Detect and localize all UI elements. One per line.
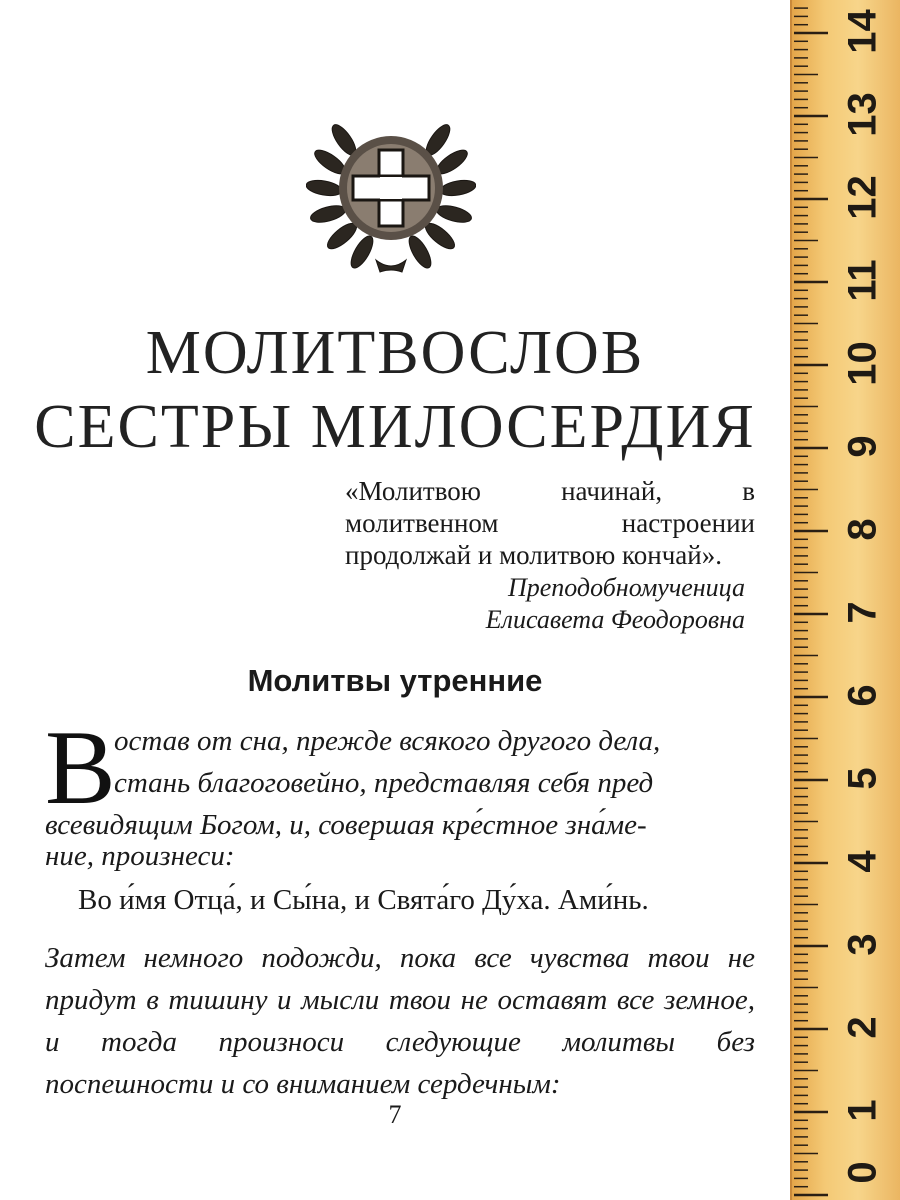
ruler-number: 1 (840, 1099, 885, 1122)
book-title-line-2: СЕСТРЫ МИЛОСЕРДИЯ (34, 393, 756, 461)
intro-line-3: всевидящим Богом, и, совершая кре́стное зна́ме- (45, 809, 647, 841)
ruler-number: 13 (840, 92, 885, 137)
intro-line-1: остав от сна, прежде всякого другого дела, (114, 725, 661, 757)
ruler-number: 11 (840, 259, 885, 302)
page-number: 7 (388, 1100, 402, 1129)
prayer-line: Во и́мя Отца́, и Сы́на, и Свята́го Ду́ха. Ами́нь. (78, 884, 649, 916)
ruler-number: 0 (840, 1161, 885, 1184)
ruler-number: 9 (840, 435, 885, 458)
ruler-number: 7 (840, 601, 885, 624)
epigraph-quote: «Молитвою начинай, в молитвенном настроении продолжай и молитвою кончай». (345, 476, 755, 570)
wreath-cross-icon (306, 100, 476, 275)
book-title-line-1: МОЛИТВОСЛОВ (145, 319, 645, 387)
ruler-number: 4 (840, 850, 885, 873)
section-heading: Молитвы утренние (247, 663, 543, 698)
drop-cap: В (45, 709, 116, 826)
epigraph-author-line-2: Елисавета Феодоровна (485, 605, 745, 634)
ruler-number: 14 (840, 9, 885, 54)
ruler-number: 5 (840, 767, 885, 790)
ruler-number: 2 (840, 1016, 885, 1039)
intro-line-4: ние, произнеси: (45, 840, 235, 872)
ruler-number: 10 (840, 341, 885, 386)
ruler-number: 8 (840, 518, 885, 541)
epigraph-author-line-1: Преподобномученица (507, 573, 745, 602)
intro-line-2: стань благоговейно, представляя себя пред (114, 767, 654, 799)
instruction-paragraph: Затем немного подожди, пока все чувства твои не придут в тишину и мысли твои не оставят все земное, и тогда произноси следующие молитвы без поспешности и со вниманием сердечным: (45, 942, 755, 1100)
ruler-number: 3 (840, 933, 885, 956)
ruler-number: 12 (840, 175, 885, 220)
ruler-number: 6 (840, 684, 885, 707)
